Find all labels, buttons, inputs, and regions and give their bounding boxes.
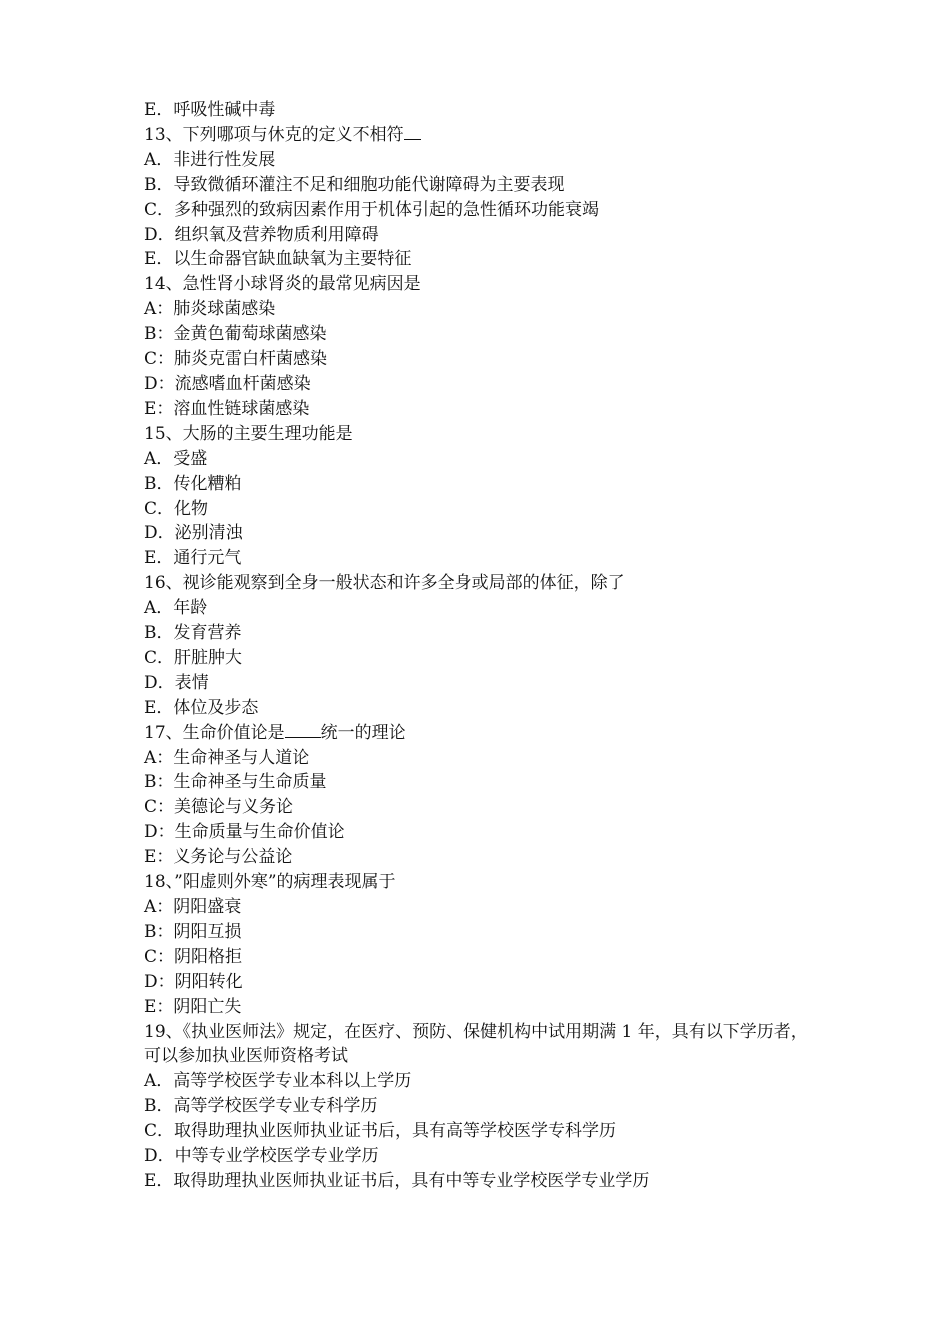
q13-stem	[144, 123, 814, 148]
q14-option-b: B：金黄色葡萄球菌感染	[144, 324, 327, 345]
q18-option-b: B：阴阳互损	[144, 921, 242, 942]
q15-option-b: B．传化糟粕	[144, 473, 242, 494]
q14-option-d: D：流感嗜血杆菌感染	[144, 373, 311, 394]
q13-stem-text: 13、下列哪项与休克的定义不相符	[144, 124, 404, 145]
q19-stem: 19、《执业医师法》规定，在医疗、预防、保健机构中试用期满 1 年，具有以下学历者，可以参加执业医师资格考试	[144, 1021, 808, 1067]
q14-option-e: E：溶血性链球菌感染	[144, 398, 310, 419]
q13-answer-blank	[404, 123, 421, 140]
q19-option-e: E．取得助理执业医师执业证书后，具有中等专业学校医学专业学历	[144, 1170, 650, 1191]
q19-option-a: A．高等学校医学专业本科以上学历	[144, 1071, 412, 1092]
q14-option-a: A：肺炎球菌感染	[144, 299, 276, 320]
q15-option-d: D．泌别清浊	[144, 523, 243, 544]
q13-option-b: B．导致微循环灌注不足和细胞功能代谢障碍为主要表现	[144, 174, 565, 195]
q15-option-e: E．通行元气	[144, 548, 242, 569]
q18-option-e: E：阴阳亡失	[144, 996, 242, 1017]
q17-stem-before: 17、生命价值论是	[144, 722, 285, 743]
q16-option-d: D．表情	[144, 672, 209, 693]
q16-option-e: E．体位及步态	[144, 697, 259, 718]
q18-stem: 18、”阳虚则外寒”的病理表现属于	[144, 872, 396, 893]
q17-option-a: A：生命神圣与人道论	[144, 747, 310, 768]
q19-option-d: D．中等专业学校医学专业学历	[144, 1146, 379, 1167]
q19-option-c: C．取得助理执业医师执业证书后，具有高等学校医学专科学历	[144, 1121, 617, 1142]
q16-option-c: C．肝脏肿大	[144, 647, 243, 668]
q14-option-c: C：肺炎克雷白杆菌感染	[144, 349, 328, 370]
q16-option-a: A．年龄	[144, 598, 208, 619]
q18-option-c: C：阴阳格拒	[144, 946, 243, 967]
q15-option-c: C．化物	[144, 498, 209, 519]
q13-option-a: A．非进行性发展	[144, 149, 276, 170]
q18-option-d: D：阴阳转化	[144, 971, 243, 992]
q17-option-e: E：义务论与公益论	[144, 847, 293, 868]
q17-option-b: B：生命神圣与生命质量	[144, 772, 327, 793]
q12-option-e: E．呼吸性碱中毒	[144, 100, 276, 120]
q13-option-c: C．多种强烈的致病因素作用于机体引起的急性循环功能衰竭	[144, 199, 600, 220]
q17-option-c: C：美德论与义务论	[144, 797, 294, 818]
q17-stem-after: 统一的理论	[320, 722, 406, 743]
document-body	[144, 98, 814, 1194]
q18-option-a: A：阴阳盛衰	[144, 897, 242, 917]
q16-stem: 16、视诊能观察到全身一般状态和许多全身或局部的体征，除了	[144, 573, 625, 594]
q15-stem: 15、大肠的主要生理功能是	[144, 423, 353, 444]
q15-option-a: A．受盛	[144, 448, 208, 469]
q17-answer-blank	[285, 721, 321, 738]
q16-option-b: B．发育营养	[144, 623, 242, 644]
q14-stem: 14、急性肾小球肾炎的最常见病因是	[144, 274, 421, 295]
q13-option-d: D．组织氧及营养物质利用障碍	[144, 224, 379, 245]
q17-option-d: D：生命质量与生命价值论	[144, 822, 345, 843]
q13-option-e: E．以生命器官缺血缺氧为主要特征	[144, 249, 412, 270]
q19-option-b: B．高等学校医学专业专科学历	[144, 1096, 378, 1117]
q17-stem	[144, 721, 814, 746]
